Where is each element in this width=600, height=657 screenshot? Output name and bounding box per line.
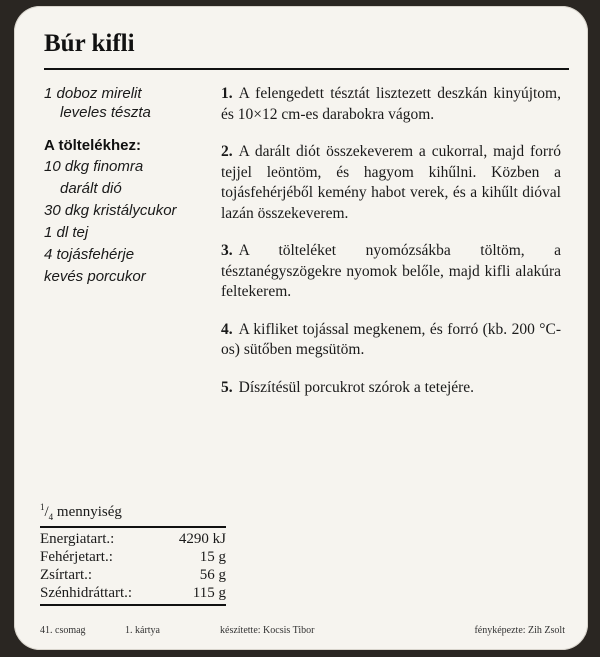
footer-card: 1. kártya xyxy=(125,625,160,636)
step-number: 4. xyxy=(221,320,233,338)
step-text: A darált diót összekeverem a cukorral, majd forró tejjel leöntöm, és hagyom kihűlni. Közben a tojásfehérjéből kemény habot verek, és a kihűlt dióval lazán összekeverem. xyxy=(221,143,561,222)
step-number: 5. xyxy=(221,378,233,396)
nutrient-label: Szénhidráttart.: xyxy=(40,585,133,601)
step-number: 3. xyxy=(221,242,233,259)
nutrient-value: 56 g xyxy=(199,567,226,583)
step-3 xyxy=(221,241,561,303)
step-text: Díszítésül porcukrot szórok a tetejére. xyxy=(238,378,475,396)
ingredient-line: 10 dkg finomra xyxy=(44,158,144,175)
step-text: A tölteléket nyomózsákba töltöm, a tésztanégyszögekre nyomok belőle, majd kifli alakúra feltekerem. xyxy=(221,242,561,300)
ingredients-list xyxy=(44,84,224,289)
nutrition-rule-bottom xyxy=(40,604,226,606)
step-number: 1. xyxy=(221,85,233,102)
ingredient-line: leveles tészta xyxy=(60,104,151,121)
step-text: A kifliket tojással megkenem, és forró (kb. 200 °C-os) sütőben megsütöm. xyxy=(221,320,561,358)
ingredient-line: 1 doboz mirelit xyxy=(44,85,142,102)
nutrition-row xyxy=(40,584,226,602)
ingredient-item: 4 tojásfehérje xyxy=(44,246,135,263)
nutrient-value: 15 g xyxy=(199,549,226,565)
step-2 xyxy=(221,142,561,224)
nutrition-row xyxy=(40,530,226,548)
filling-ingredients xyxy=(44,157,224,286)
step-text: A felengedett tésztát lisztezett deszkán kinyújtom, és 10×12 cm-es darabokra vágom. xyxy=(221,85,561,123)
ingredient-item: kevés porcukor xyxy=(44,268,146,285)
step-1 xyxy=(221,84,561,125)
recipe-title: Búr kifli xyxy=(44,30,135,57)
nutrition-rule-top xyxy=(40,526,226,528)
filling-header: A töltelékhez: xyxy=(44,137,141,154)
nutrition-row xyxy=(40,548,226,566)
step-5 xyxy=(221,378,561,399)
step-number: 2. xyxy=(221,143,233,160)
portion-label: $^1/_4$ mennyiség xyxy=(40,502,122,522)
title-divider xyxy=(44,68,569,70)
nutrition-table xyxy=(40,502,226,606)
footer-package: 41. csomag xyxy=(40,625,86,636)
nutrient-value: 4290 kJ xyxy=(178,531,226,547)
step-4 xyxy=(221,320,561,361)
ingredient-item xyxy=(44,157,224,198)
ingredient-item: 30 dkg kristálycukor xyxy=(44,202,177,219)
nutrient-label: Energiatart.: xyxy=(40,531,115,547)
footer-author: készítette: Kocsis Tibor xyxy=(220,625,315,636)
nutrient-value: 115 g xyxy=(192,585,226,601)
nutrient-label: Zsírtart.: xyxy=(40,567,93,583)
instructions xyxy=(221,84,561,415)
nutrition-row xyxy=(40,566,226,584)
recipe-card xyxy=(14,6,588,650)
footer-photographer: fényképezte: Zih Zsolt xyxy=(474,625,565,636)
nutrient-label: Fehérjetart.: xyxy=(40,549,113,565)
ingredient-line: darált dió xyxy=(60,180,122,197)
ingredient-item: 1 dl tej xyxy=(44,224,89,241)
